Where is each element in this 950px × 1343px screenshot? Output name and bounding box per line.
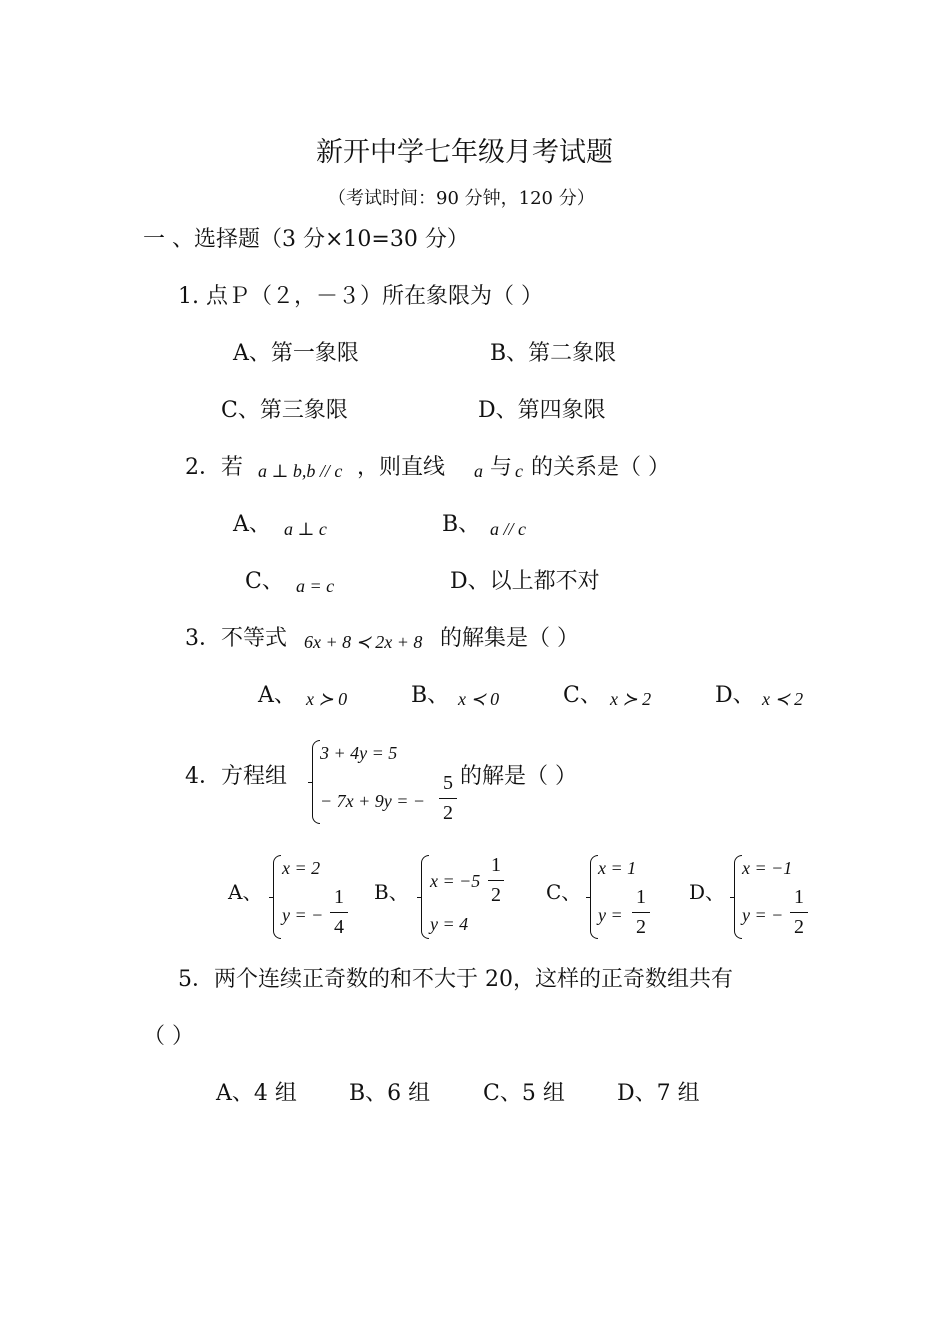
question-5-stem: 5．两个连续正奇数的和不大于 20，这样的正奇数组共有 [178,967,733,992]
q4-option-a-y: y = − [282,905,324,925]
denominator: 4 [334,916,344,938]
fraction-bar [632,912,650,913]
q5-option-a: A、4 组 [216,1081,297,1106]
q1-option-d: D、第四象限 [478,398,606,423]
exam-info: （考试时间：90 分钟，120 分） [328,188,595,209]
q4-brace [312,740,320,824]
q4-option-c-label: C、 [546,880,582,904]
q2-option-b-label: B、 [442,512,481,537]
q2-var-a: a [474,461,483,481]
q2-option-d: D、以上都不对 [450,569,600,594]
q2-number: 2．若 [185,455,243,480]
q3-option-a-label: A、 [258,683,296,708]
fraction-bar [439,798,457,799]
numerator: 1 [334,886,344,908]
q3-option-b-label: B、 [411,683,450,708]
fraction-bar [488,880,504,881]
q2-option-c-expr: a = c [296,576,335,596]
q1-option-a: A、第一象限 [233,341,359,366]
q3-option-b-expr: x ≺ 0 [458,689,500,709]
q4-option-b-y: y = 4 [430,914,469,934]
q5-option-c: C、5 组 [483,1081,565,1106]
q1-option-c: C、第三象限 [221,398,348,423]
q2-expression: a ⊥ b,b // c [258,461,343,481]
q4-option-b-x: x = −5 [430,871,481,891]
q4-option-c-y: y = [598,905,623,925]
q4-equation-2: − 7x + 9y = − [320,791,426,811]
q2-option-a-expr: a ⊥ c [284,519,327,539]
denominator: 2 [636,916,646,938]
q3-option-d-expr: x ≺ 2 [762,689,804,709]
numerator: 1 [794,886,804,908]
denominator: 2 [794,916,804,938]
page-title: 新开中学七年级月考试题 [316,137,613,168]
q4-option-b-fraction [488,854,504,907]
question-1-stem: 1. 点Ｐ（２，－３）所在象限为（ ） [178,284,543,309]
fraction-bar [330,912,348,913]
numerator: 1 [636,886,646,908]
q3-number: 3．不等式 [185,626,287,651]
q4-eq2-numerator: 5 [443,772,453,794]
q4-option-a-fraction [330,886,348,939]
q5-option-b: B、6 组 [349,1081,431,1106]
q4-option-d-x: x = −1 [742,858,793,878]
q4-text-end: 的解是（ ） [460,764,577,789]
q2-option-b-expr: a // c [490,519,526,539]
q4-option-d-y: y = − [742,905,784,925]
q4-eq2-fraction [439,772,457,825]
q4-number: 4．方程组 [185,764,287,789]
q3-text-end: 的解集是（ ） [440,626,579,651]
q4-eq2-denominator: 2 [443,802,453,824]
numerator: 1 [491,854,501,876]
q2-text-end: 的关系是（ ） [531,455,670,480]
q2-option-a-label: A、 [233,512,271,537]
q3-option-c-label: C、 [563,683,602,708]
denominator: 2 [491,884,501,906]
q4-option-a-label: A、 [228,880,263,904]
q5-answer-paren: （ ） [143,1024,194,1049]
q3-option-d-label: D、 [715,683,755,708]
q4-option-b-brace [421,855,429,939]
q1-option-b: B、第二象限 [490,341,617,366]
q4-option-d-brace [734,855,742,939]
q4-option-a-brace [273,855,281,939]
q4-option-c-x: x = 1 [598,858,637,878]
fraction-bar [790,912,808,913]
q3-option-c-expr: x ≻ 2 [610,689,652,709]
q2-text-mid: ，则直线 [357,455,446,480]
q4-equation-1: 3 + 4y = 5 [320,743,398,763]
q5-option-d: D、7 组 [617,1081,700,1106]
q4-option-d-label: D、 [689,880,726,904]
q4-option-d-fraction [790,886,808,939]
q2-text-yu: 与 [490,455,513,480]
q3-option-a-expr: x ≻ 0 [306,689,348,709]
q4-option-c-fraction [632,886,650,939]
section-heading: 一 、选择题（3 分×10=30 分） [143,227,469,252]
q3-expression: 6x + 8 ≺ 2x + 8 [304,632,423,652]
q2-option-c-label: C、 [245,569,284,594]
q4-option-a-x: x = 2 [282,858,321,878]
q4-option-b-label: B、 [374,880,409,904]
q4-option-c-brace [590,855,598,939]
q2-var-c: c [515,461,523,481]
